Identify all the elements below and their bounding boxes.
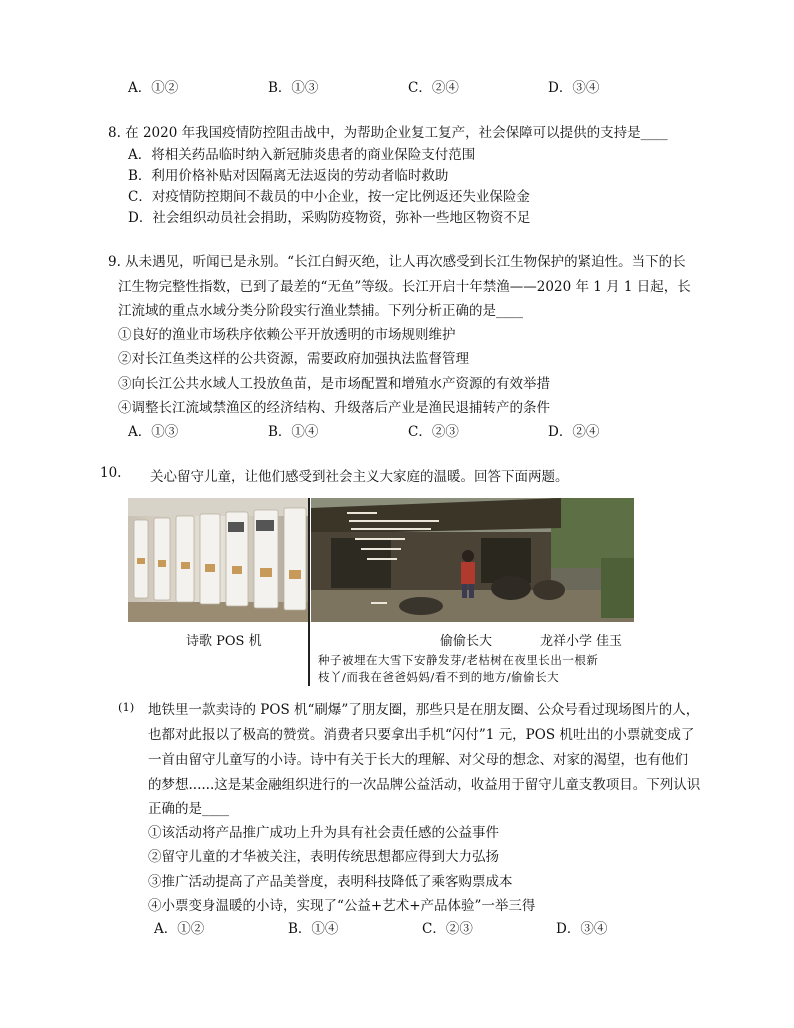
- pos-machine-photo: [128, 498, 308, 622]
- q10-sub1-line-5: 正确的是____: [148, 801, 229, 817]
- figure-divider: [308, 498, 310, 686]
- q7-options: [128, 76, 688, 96]
- q9-stem-line-2: 江生物完整性指数，已到了最差的“无鱼”等级。长江开启十年禁渔——2020 年 1 月 1 日起，长: [118, 279, 691, 295]
- q8-choice-a[interactable]: A．将相关药品临时纳入新冠肺炎患者的商业保险支付范围: [128, 147, 476, 163]
- q7-option-b[interactable]: B．①③: [268, 80, 319, 96]
- q10-sub1-options: [154, 917, 690, 937]
- q9-option-d[interactable]: D．②④: [548, 424, 600, 440]
- q9-options: [128, 420, 688, 440]
- q10-number: 10.: [100, 465, 122, 481]
- q9-option-c[interactable]: C．②③: [408, 424, 459, 440]
- q10-sub1-option-a[interactable]: A．①②: [154, 921, 205, 937]
- q7-option-c[interactable]: C．②④: [408, 80, 459, 96]
- q10-sub1-option-b[interactable]: B．①④: [288, 921, 339, 937]
- q9-option-a[interactable]: A．①③: [128, 424, 179, 440]
- poem-title: 偷偷长大: [440, 634, 493, 649]
- q9-stem-line-1: 9. 从未遇见，听闻已是永别。“长江白鲟灭绝，让人再次感受到长江生物保护的紧迫性。当下的长: [108, 254, 686, 270]
- pos-machine-caption: 诗歌 POS 机: [186, 634, 262, 649]
- poem-line-1: 种子被埋在大雪下安静发芽/老枯树在夜里长出一根新: [318, 653, 599, 667]
- poem-school: 龙祥小学: [540, 634, 593, 649]
- q10-sub1-line-2: 也都对此报以了极高的赞赏。消费者只要拿出手机“闪付”1 元，POS 机吐出的小票就变成了: [148, 727, 695, 743]
- q7-option-a[interactable]: A．①②: [128, 80, 179, 96]
- q9-item-1: ①良好的渔业市场秩序依赖公平开放透明的市场规则维护: [118, 327, 456, 343]
- village-child-photo: [311, 498, 634, 622]
- q9-item-2: ②对长江鱼类这样的公共资源，需要政府加强执法监督管理: [118, 351, 469, 367]
- poem-author: 佳玉: [596, 634, 623, 649]
- q10-figure: [128, 498, 634, 686]
- q10-sub1-item-4: ④小票变身温暖的小诗，实现了“公益+艺术+产品体验”一举三得: [148, 898, 536, 914]
- q10-sub1-item-1: ①该活动将产品推广成功上升为具有社会责任感的公益事件: [148, 825, 499, 841]
- q10-sub1-line-1: 地铁里一款卖诗的 POS 机“刷爆”了朋友圈，那些只是在朋友圈、公众号看过现场图片的人，: [148, 702, 700, 718]
- q8-choice-d[interactable]: D．社会组织动员社会捐助，采购防疫物资，弥补一些地区物资不足: [128, 210, 531, 226]
- q10-sub1-number: (1): [118, 700, 135, 714]
- q10-sub1-item-3: ③推广活动提高了产品美誉度，表明科技降低了乘客购票成本: [148, 874, 513, 890]
- q7-option-d[interactable]: D．③④: [548, 80, 600, 96]
- q10-sub1-item-2: ②留守儿童的才华被关注，表明传统思想都应得到大力弘扬: [148, 849, 499, 865]
- q10-sub1-line-3: 一首由留守儿童写的小诗。诗中有关于长大的理解、对父母的想念、对家的渴望，也有他们: [148, 752, 688, 768]
- q8-stem: 8. 在 2020 年我国疫情防控阻击战中，为帮助企业复工复产，社会保障可以提供的支持是____: [108, 125, 668, 141]
- q10-sub1-option-d[interactable]: D．③④: [556, 921, 608, 937]
- q10-sub1-line-4: 的梦想......这是某金融组织进行的一次品牌公益活动，收益用于留守儿童支教项目。下列认识: [148, 777, 701, 793]
- q9-item-3: ③向长江公共水域人工投放鱼苗，是市场配置和增殖水产资源的有效举措: [118, 376, 550, 392]
- q10-stem: 关心留守儿童，让他们感受到社会主义大家庭的温暖。回答下面两题。: [150, 469, 569, 485]
- q9-item-4: ④调整长江流域禁渔区的经济结构、升级落后产业是渔民退捕转产的条件: [118, 400, 550, 416]
- q10-sub1-option-c[interactable]: C．②③: [422, 921, 473, 937]
- q8-choice-b[interactable]: B．利用价格补贴对因隔离无法返岗的劳动者临时救助: [128, 168, 449, 184]
- q9-option-b[interactable]: B．①④: [268, 424, 319, 440]
- q9-stem-line-3: 江流域的重点水域分类分阶段实行渔业禁捕。下列分析正确的是____: [118, 303, 523, 319]
- q8-choice-c[interactable]: C．对疫情防控期间不裁员的中小企业，按一定比例返还失业保险金: [128, 189, 530, 205]
- poem-line-2: 枝丫/而我在爸爸妈妈/看不到的地方/偷偷长大: [318, 670, 560, 684]
